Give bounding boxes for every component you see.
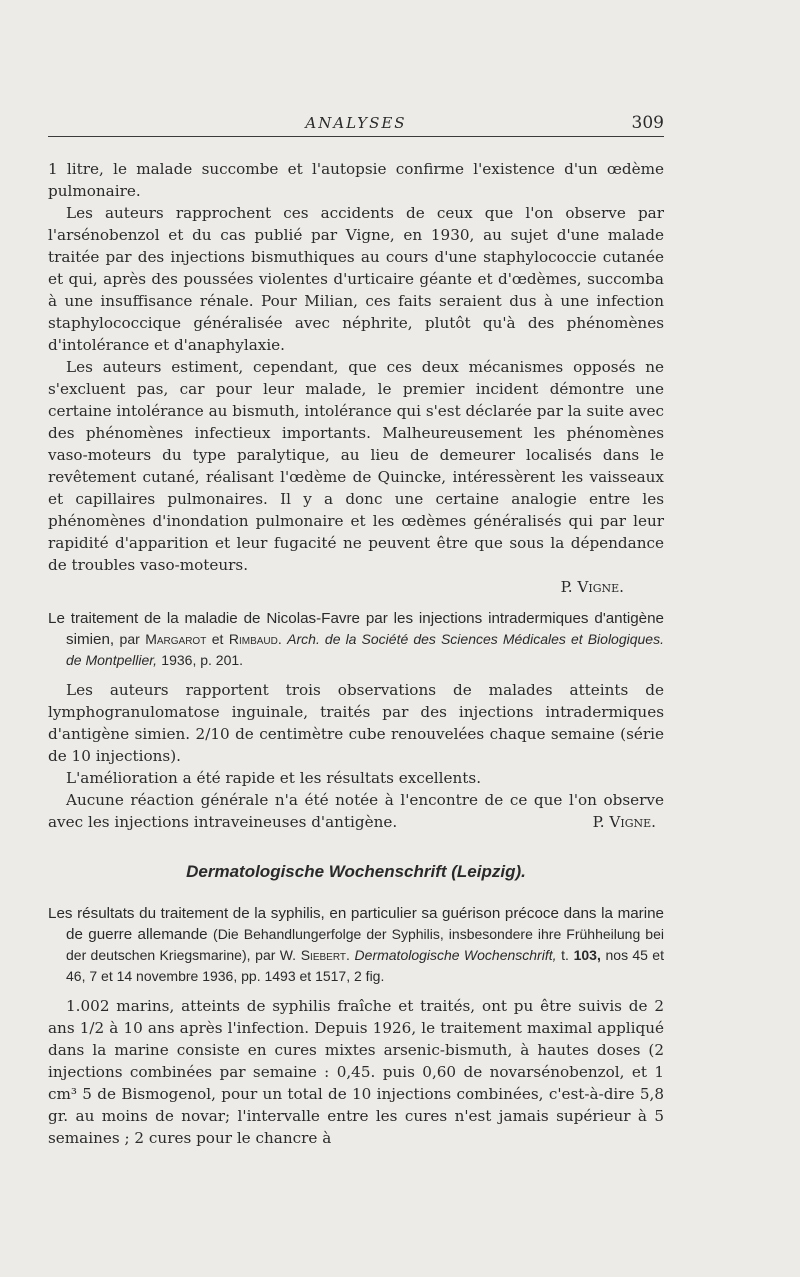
- journal-reference: Dermatologische Wochenschrift,: [354, 947, 557, 963]
- paragraph: 1 litre, le malade succombe et l'autopsie confirme l'existence d'un œdème pulmonaire.: [48, 160, 664, 200]
- paragraph: [48, 789, 664, 833]
- reference-tome: t.: [561, 947, 569, 963]
- running-title: ANALYSES: [305, 114, 407, 132]
- body-text: [48, 158, 664, 1149]
- author-name: Siebert.: [300, 947, 350, 963]
- author-name: Rimbaud.: [228, 631, 282, 647]
- article-title: Le traitement de la maladie de Nicolas-Favre par les injections intradermiques d'antigène simien,: [48, 610, 664, 648]
- paragraph: 1.002 marins, atteints de syphilis fraîche et traités, ont pu être suivis de 2 ans 1/2 à 10 ans après l'infection. Depuis 1926, le traitement maximal appliqué dans la marine consiste en cures mixtes arsenic-bismuth, à hautes doses (2 injections combinées par semaine : 0,45. puis 0,60 de novarsénobenzol, et 1 cm³ 5 de Bismogenol, pour un total de 10 injections combinées, c'est-à-dire 5,8 gr. au moins de novar; l'intervalle entre les cures n'est jamais supérieur à 5 semaines ; 2 cures pour le chancre à: [48, 997, 664, 1147]
- article-and: et: [211, 631, 224, 647]
- paragraph: Les auteurs rapportent trois observations de malades atteints de lymphogranulomatose inguinale, traités par des injections intradermiques d'antigène simien. 2/10 de centimètre cube renouvelées chaque semaine (série de 10 injections).: [48, 681, 664, 765]
- paragraph: L'amélioration a été rapide et les résultats excellents.: [66, 769, 482, 787]
- german-title: (Die Behandlungerfolge der Syphilis, insbesondere ihre Frühheilung bei der deutschen Kriegsmarine),: [66, 926, 664, 963]
- year-page: 1936, p. 201.: [161, 652, 244, 668]
- journal-reference: Arch. de la Société des Sciences Médicales et Biologiques. de Montpellier,: [66, 631, 664, 668]
- paragraph: Les auteurs estiment, cependant, que ces deux mécanismes opposés ne s'excluent pas, car pour leur malade, le premier incident démontre une certaine intolérance au bismuth, intolérance qui s'est déclarée par la suite avec des phénomènes infectieux importants. Malheureusement les phénomènes vaso-moteurs du type paralytique, au lieu de demeurer localisés dans le revêtement cutané, réalisant l'œdème de Quincke, intéressèrent les vaisseaux et capillaires pulmonaires. Il y a donc une certaine analogie entre les phénomènes d'inondation pulmonaire et les œdèmes généralisés qui par leur rapidité d'apparition et leur fugacité ne peuvent être que sous la dépendance de troubles vaso-moteurs.: [48, 358, 664, 574]
- article-heading: [48, 608, 664, 671]
- reference-details: nos 45 et 46, 7 et 14 novembre 1936, pp. 1493 et 1517, 2 fig.: [66, 947, 664, 984]
- signature: P. Vigne.: [560, 578, 624, 596]
- author-name: Margarot: [145, 631, 207, 647]
- volume-number: 103,: [573, 947, 601, 963]
- article-title: Les résultats du traitement de la syphilis, en particulier sa guérison précoce dans la marine de guerre allemande: [48, 905, 664, 943]
- page-number: 309: [631, 113, 664, 133]
- paragraph: Les auteurs rapprochent ces accidents de ceux que l'on observe par l'arsénobenzol et du cas publié par Vigne, en 1930, au sujet d'une malade traitée par des injections bismuthiques au cours d'une staphylococcie cutanée et qui, après des poussées violentes d'urticaire géante et d'œdèmes, succomba à une insuffisance rénale. Pour Milian, ces faits seraient dus à une infection staphylococcique généralisée avec néphrite, plutôt qu'à des phénomènes d'intolérance et d'anaphylaxie.: [48, 204, 664, 354]
- article-by: par W.: [255, 947, 297, 963]
- page-header: [48, 112, 664, 137]
- paragraph-text: Aucune réaction générale n'a été notée à l'encontre de ce que l'on observe avec les injections intraveineuses d'antigène.: [48, 791, 664, 831]
- article-heading: [48, 903, 664, 987]
- journal-heading: Dermatologische Wochenschrift (Leipzig).: [186, 862, 526, 881]
- signature: P. Vigne.: [592, 813, 656, 831]
- article-by: par: [119, 631, 140, 647]
